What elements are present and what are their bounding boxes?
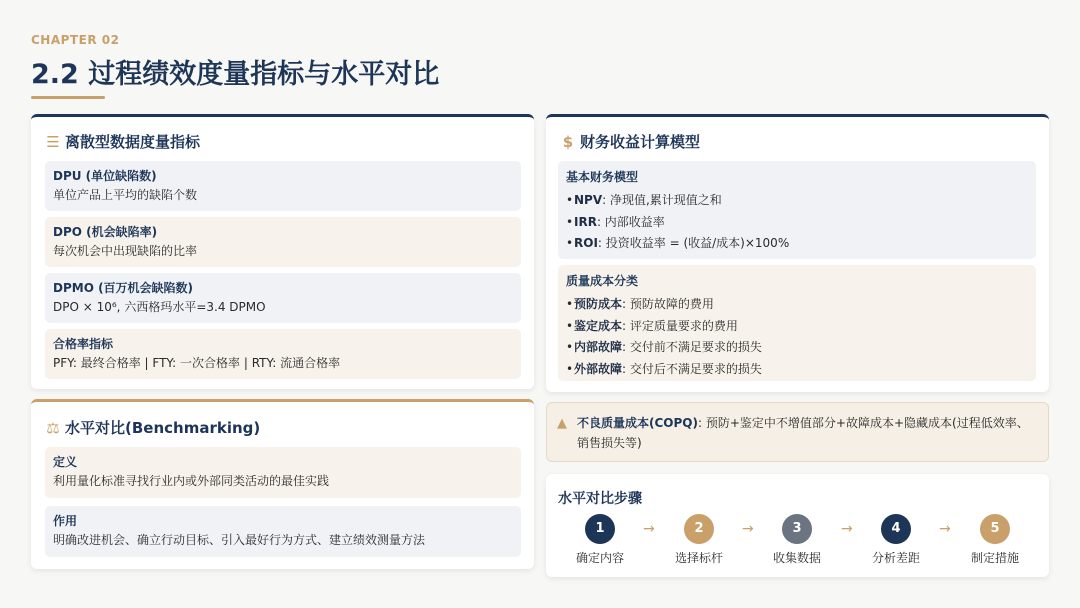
benchmark-item-desc: 明确改进机会、确立行动目标、引入最好行为方式、建立绩效测量方法: [53, 533, 426, 547]
step-label: 收集数据: [772, 551, 821, 565]
bullet-roi: • ROI: 投资收益率 = (收益/成本)×100%: [566, 233, 1028, 255]
step-label: 分析差距: [871, 551, 920, 565]
benchmarking-title: 水平对比(Benchmarking): [65, 419, 261, 437]
metric-yield: [45, 329, 521, 379]
discrete-metrics-title: 离散型数据度量指标: [65, 133, 201, 151]
bullet-external-failure: • 外部故障: 交付后不满足要求的损失: [566, 359, 1028, 381]
metric-desc: 单位产品上平均的缺陷个数: [53, 188, 198, 202]
step-label: 制定措施: [970, 551, 1019, 565]
step-3: [762, 514, 832, 566]
arrow-right-icon: →: [643, 521, 655, 537]
steps-title: 水平对比步骤: [558, 491, 642, 507]
discrete-metrics-card: [31, 114, 534, 389]
copq-callout: [546, 402, 1049, 462]
arrow-right-icon: →: [742, 521, 754, 537]
bullet-appraisal: • 鉴定成本: 评定质量要求的费用: [566, 316, 1028, 338]
step-number: 2: [684, 514, 714, 544]
quality-cost-classes: [558, 265, 1036, 381]
warning-icon: ▲: [557, 416, 567, 431]
discrete-metrics-header: [45, 131, 200, 152]
bullet-internal-failure: • 内部故障: 交付前不满足要求的损失: [566, 337, 1028, 359]
step-label: 确定内容: [575, 551, 624, 565]
step-2: [664, 514, 734, 566]
benchmark-item-title: 作用: [53, 514, 78, 528]
metric-title: 合格率指标: [53, 337, 114, 351]
dollar-icon: $: [562, 132, 574, 151]
step-label: 选择标杆: [674, 551, 723, 565]
benchmark-item-title: 定义: [53, 455, 78, 469]
metric-dpmo: [45, 273, 521, 323]
basic-finance-title: 基本财务模型: [566, 170, 639, 184]
benchmark-item-desc: 利用量化标准寻找行业内或外部同类活动的最佳实践: [53, 474, 330, 488]
benchmarking-header: [45, 417, 260, 438]
step-number: 4: [881, 514, 911, 544]
chapter-label: CHAPTER 02: [31, 33, 120, 47]
benchmark-definition: [45, 447, 521, 498]
copq-text: : 预防+鉴定中不增值部分+故障成本+隐藏成本(过程低效率、销售损失等): [577, 416, 1029, 450]
step-4: [861, 514, 931, 566]
benchmark-purpose: [45, 506, 521, 557]
metric-title: DPMO (百万机会缺陷数): [53, 281, 194, 295]
metric-dpu: [45, 161, 521, 211]
step-5: [960, 514, 1030, 566]
metric-desc: 每次机会中出现缺陷的比率: [53, 244, 198, 258]
step-1: [565, 514, 635, 566]
page-title: 2.2 过程绩效度量指标与水平对比: [31, 59, 440, 90]
list-icon: ☰: [46, 132, 60, 151]
metric-dpo: [45, 217, 521, 267]
benchmarking-card: [31, 399, 534, 569]
step-number: 5: [980, 514, 1010, 544]
metric-desc: PFY: 最终合格率 | FTY: 一次合格率 | RTY: 流通合格率: [53, 356, 341, 370]
balance-scale-icon: ⚖: [46, 418, 60, 437]
step-number: 3: [782, 514, 812, 544]
arrow-right-icon: →: [939, 521, 951, 537]
title-underline: [31, 96, 105, 99]
copq-term: 不良质量成本(COPQ): [577, 416, 698, 430]
basic-finance-model: [558, 161, 1036, 259]
metric-title: DPU (单位缺陷数): [53, 169, 157, 183]
benchmarking-steps-card: [546, 474, 1049, 577]
bullet-irr: • IRR: 内部收益率: [566, 212, 1028, 234]
metric-title: DPO (机会缺陷率): [53, 225, 158, 239]
metric-desc: DPO × 10⁶, 六西格玛水平=3.4 DPMO: [53, 300, 266, 314]
step-number: 1: [585, 514, 615, 544]
bullet-npv: • NPV: 净现值,累计现值之和: [566, 190, 1028, 212]
bullet-prevention: • 预防成本: 预防故障的费用: [566, 294, 1028, 316]
finance-model-card: [546, 114, 1049, 392]
quality-cost-title: 质量成本分类: [566, 274, 639, 288]
finance-title: 财务收益计算模型: [580, 133, 701, 151]
arrow-right-icon: →: [841, 521, 853, 537]
finance-header: [560, 131, 700, 152]
